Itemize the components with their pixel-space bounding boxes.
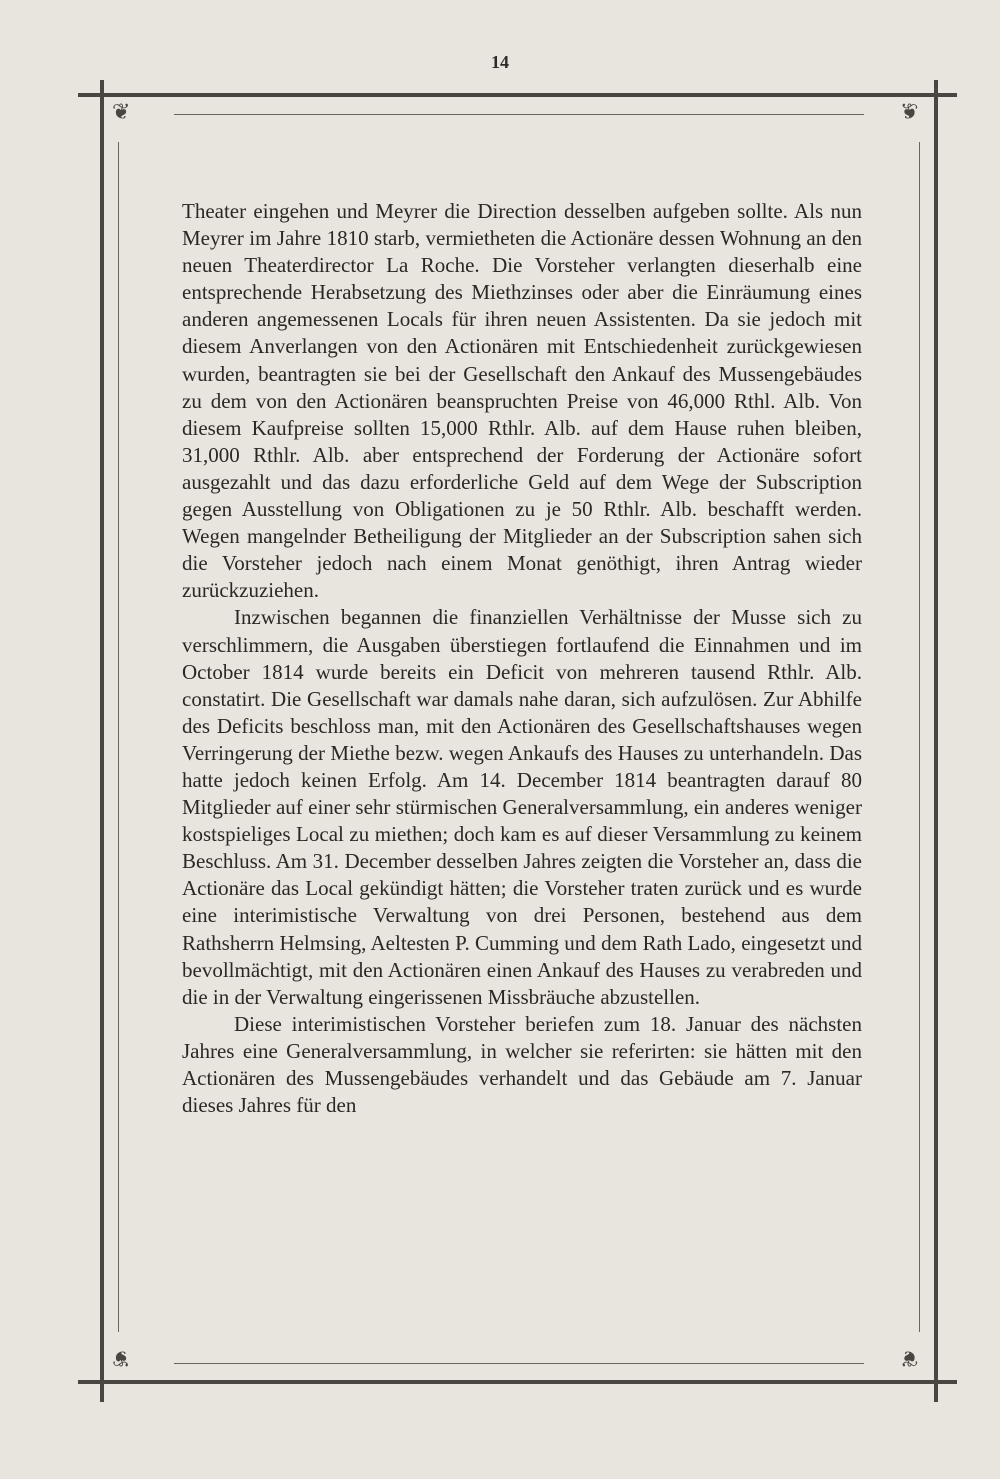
page-number: 14 [491,52,509,72]
inner-bottom-rule [174,1363,864,1364]
scroll-ornament-icon: ❦ [900,1345,919,1370]
inner-right-rule [919,142,920,1332]
frame-top-rule [78,93,957,97]
inner-left-rule [118,142,119,1332]
inner-top-rule [174,114,864,115]
paragraph: Inzwischen begannen die finanziellen Verhältnisse der Musse sich zu verschlimmern, die Ausgaben überstiegen fortlaufend die Einnahmen und im October 1814 wurde bereits ein Deficit von mehreren tausend Rthlr. Alb. constatirt. Die Gesellschaft war damals nahe daran, sich aufzulösen. Zur Abhilfe des Deficits beschloss man, mit den Actionären des Gesellschaftshauses wegen Verringerung der Miethe bezw. wegen Ankaufs des Hauses zu unterhandeln. Das hatte jedoch keinen Erfolg. Am 14. December 1814 beantragten darauf 80 Mitglieder auf einer sehr stürmischen Generalversammlung, ein anderes weniger kostspieliges Local zu miethen; doch kam es auf dieser Versammlung zu keinem Beschluss. Am 31. December desselben Jahres zeigten die Vorsteher an, dass die Actionäre das Local gekündigt hätten; die Vorsteher traten zurück und es wurde eine interimistische Verwaltung von drei Personen, bestehend aus dem Rathsherrn Helmsing, Aeltesten P. Cumming und dem Rath Lado, eingesetzt und bevollmächtigt, mit den Actionären einen Ankauf des Hauses zu verabreden und die in der Verwaltung eingerissenen Missbräuche abzustellen. [182,605,862,1009]
frame-right-rule [934,80,938,1402]
paragraph: Diese interimistischen Vorsteher beriefen zum 18. Januar des nächsten Jahres eine Generalversammlung, in welcher sie referirten: sie hätten mit den Actionären des Mussengebäudes verhandelt und das Gebäude am 7. Januar dieses Jahres für den [182,1011,862,1118]
scroll-ornament-icon: ❦ [112,1345,131,1370]
body-text [182,198,862,1119]
frame-left-rule [100,80,104,1402]
scroll-ornament-icon: ❦ [112,100,131,125]
scroll-ornament-icon: ❦ [900,100,919,125]
paragraph: Theater eingehen und Meyrer die Direction desselben aufgeben sollte. Als nun Meyrer im Jahre 1810 starb, vermietheten die Actionäre dessen Wohnung an den neuen Theaterdirector La Roche. Die Vorsteher verlangten dieserhalb eine entsprechende Herabsetzung des Miethzinses oder aber die Einräumung eines anderen angemessenen Locals für ihren neuen Assistenten. Da sie jedoch mit diesem Anverlangen von den Actionären mit Entschiedenheit zurückgewiesen wurden, beantragten sie bei der Gesellschaft den Ankauf des Mussengebäudes zu dem von den Actionären beanspruchten Preise von 46,000 Rthl. Alb. Von diesem Kaufpreise sollten 15,000 Rthlr. Alb. auf dem Hause ruhen bleiben, 31,000 Rthlr. Alb. aber entsprechend der Forderung der Actionäre sofort ausgezahlt und das dazu erforderliche Geld auf dem Wege der Subscription gegen Ausstellung von Obligationen zu je 50 Rthlr. Alb. beschafft werden. Wegen mangelnder Betheiligung der Mitglieder an der Subscription sahen sich die Vorsteher jedoch nach einem Monat genöthigt, ihren Antrag wieder zurückzuziehen. [182,199,862,603]
frame-bottom-rule [78,1380,957,1384]
